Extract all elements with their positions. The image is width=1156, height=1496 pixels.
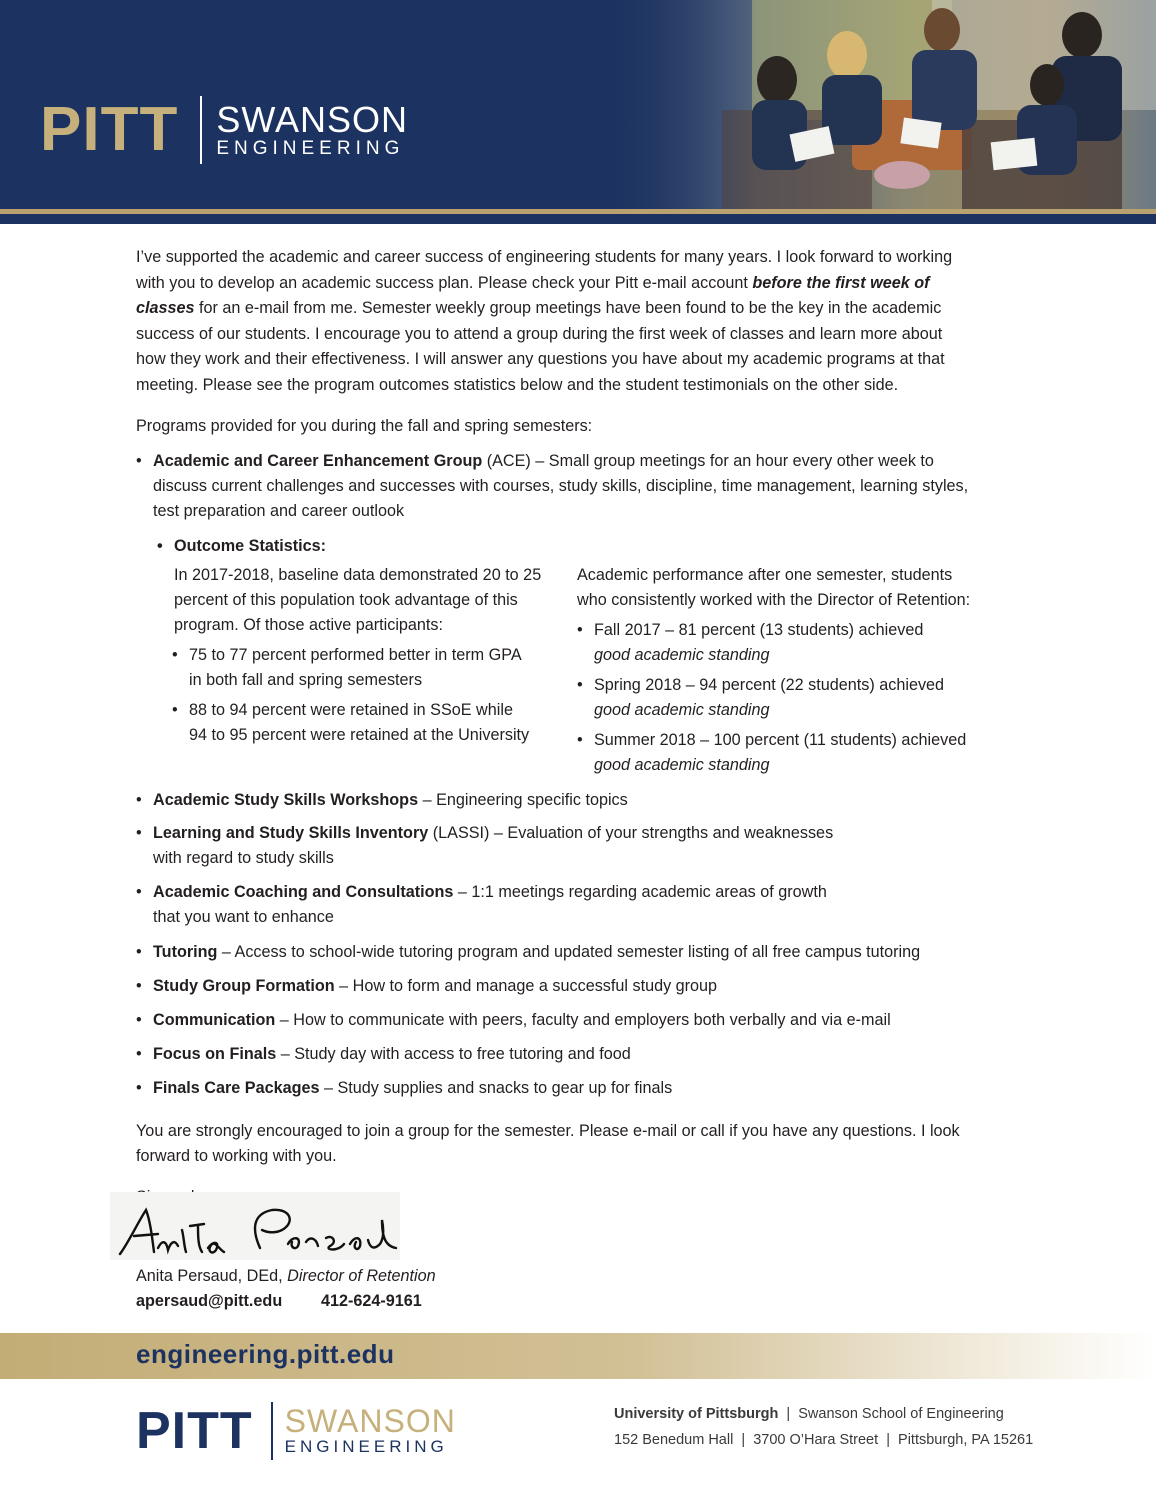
program-item [153,974,717,1000]
footer-address-line: Pittsburgh, PA 15261 [898,1432,1034,1448]
photo-illustration [602,0,1156,209]
footer-separator: | [737,1432,750,1448]
outcome-statistics-title: • Outcome Statistics: [174,534,326,560]
outcome-left-para-3: program. Of those active participants: [174,616,444,634]
signer-name: Anita Persaud, DEd, [136,1267,288,1285]
footer-school: Swanson School of Engineering [798,1406,1004,1422]
program-desc: – How to communicate with peers, faculty and employers both verbally and via e-mail [275,1011,891,1029]
footer-address [614,1432,1033,1448]
footer-institution [614,1406,1004,1422]
ace-title: Academic and Career Enhancement Group [153,452,483,470]
program-item [153,788,628,814]
program-title: Focus on Finals [153,1045,277,1063]
logo-engineering-text: ENGINEERING [216,138,405,159]
contact-email[interactable]: apersaud@pitt.edu [136,1292,283,1310]
outcome-left-para-2: percent of this population took advantage of this [174,591,518,609]
outcome-left-bullet-2: • 88 to 94 percent were retained in SSoE while [189,698,513,724]
outcome-left-bullet-1-cont: in both fall and spring semesters [189,671,423,689]
intro-part1: I’ve supported the academic and career success of engineering students for many years. I look forward to working with you to develop an academic success plan. Please check your Pitt e-mail account [136,248,953,292]
intro-emphasis: before the first week of classes [136,273,930,317]
footer-logo-swanson: SWANSON [284,1403,456,1439]
footer-logo-divider [271,1402,273,1460]
program-title: Tutoring [153,943,218,961]
footer-logo-pitt: PITT [136,1402,253,1460]
program-desc-cont: with regard to study skills [153,849,334,867]
program-title: Academic Study Skills Workshops [153,791,419,809]
outcome-right-bullet-2-cont: good academic standing [594,701,770,719]
footer-logo-engineering: ENGINEERING [284,1437,448,1456]
program-item [153,940,920,966]
ace-line1 [153,449,934,475]
closing-line2: forward to working with you. [136,1147,337,1165]
logo-divider [200,96,202,164]
program-desc: – Access to school-wide tutoring program and updated semester listing of all free campus tutoring [217,943,921,961]
outcome-right-bullet-3: • Summer 2018 – 100 percent (11 students) achieved [594,728,966,754]
intro-part2: for an e-mail from me. Semester weekly group meetings have been found to be the key in the academic success of our students. I encourage you to attend a group during the first week of classes and learn more about how they work and their effectiveness. I will answer any questions you have about my academic programs at that meeting. Please see the program outcomes statistics below and the student testimonials on the other side. [136,299,945,394]
students-studying-photo [602,0,1156,209]
logo-pitt-text: PITT [40,95,179,164]
program-desc: – 1:1 meetings regarding academic areas of growth [453,883,827,901]
footer-address-line: 3700 O’Hara Street [753,1432,879,1448]
letter-intro [136,245,966,398]
outcome-right-para-1: Academic performance after one semester, students [577,566,953,584]
ace-rest-line1: (ACE) – Small group meetings for an hour every other week to [482,452,934,470]
ace-line2: discuss current challenges and successes with courses, study skills, discipline, time management, learning styles, [153,477,969,495]
ace-line3: test preparation and career outlook [153,502,405,520]
signer-role: Director of Retention [287,1267,436,1285]
program-title: Study Group Formation [153,977,335,995]
outcome-right-bullet-3-cont: good academic standing [594,756,770,774]
program-title: Learning and Study Skills Inventory [153,824,429,842]
program-title: Communication [153,1011,276,1029]
footer-separator: | [782,1406,795,1422]
program-title: Finals Care Packages [153,1079,320,1097]
program-desc: – Study day with access to free tutoring and food [276,1045,631,1063]
program-desc: – Engineering specific topics [418,791,628,809]
outcome-right-bullet-1: • Fall 2017 – 81 percent (13 students) achieved [594,618,923,644]
outcome-left-bullet-1: • 75 to 77 percent performed better in term GPA [189,643,522,669]
signer-line [136,1264,436,1290]
program-item [153,880,827,906]
program-title: Academic Coaching and Consultations [153,883,454,901]
program-desc: – How to form and manage a successful study group [334,977,718,995]
website-link[interactable]: engineering.pitt.edu [136,1339,395,1369]
footer-university: University of Pittsburgh [614,1406,779,1422]
outcome-right-bullet-1-cont: good academic standing [594,646,770,664]
footer-logo [136,1402,456,1460]
program-item [153,1008,891,1034]
handwritten-signature [112,1200,402,1266]
outcome-right-bullet-2: • Spring 2018 – 94 percent (22 students) achieved [594,673,944,699]
outcome-left-bullet-2-cont: 94 to 95 percent were retained at the University [189,726,530,744]
logo-swanson-text: SWANSON [216,99,409,140]
program-item [153,1076,672,1102]
closing-line1: You are strongly encouraged to join a group for the semester. Please e-mail or call if you have any questions. I look [136,1122,960,1140]
footer-address-line: 152 Benedum Hall [614,1432,734,1448]
program-desc-cont: that you want to enhance [153,908,334,926]
program-item [153,821,833,847]
program-item [153,1042,631,1068]
contact-phone[interactable]: 412-624-9161 [321,1292,422,1310]
program-desc: (LASSI) – Evaluation of your strengths and weaknesses [428,824,834,842]
outcome-right-para-2: who consistently worked with the Director of Retention: [577,591,971,609]
program-desc: – Study supplies and snacks to gear up for finals [319,1079,673,1097]
intro-paragraph [136,245,966,398]
footer-separator: | [882,1432,894,1448]
outcome-left-para-1: In 2017-2018, baseline data demonstrated 20 to 25 [174,566,542,584]
header-navy-rule [0,214,1156,224]
programs-intro: Programs provided for you during the fall and spring semesters: [136,417,593,435]
pitt-swanson-logo [40,96,408,164]
